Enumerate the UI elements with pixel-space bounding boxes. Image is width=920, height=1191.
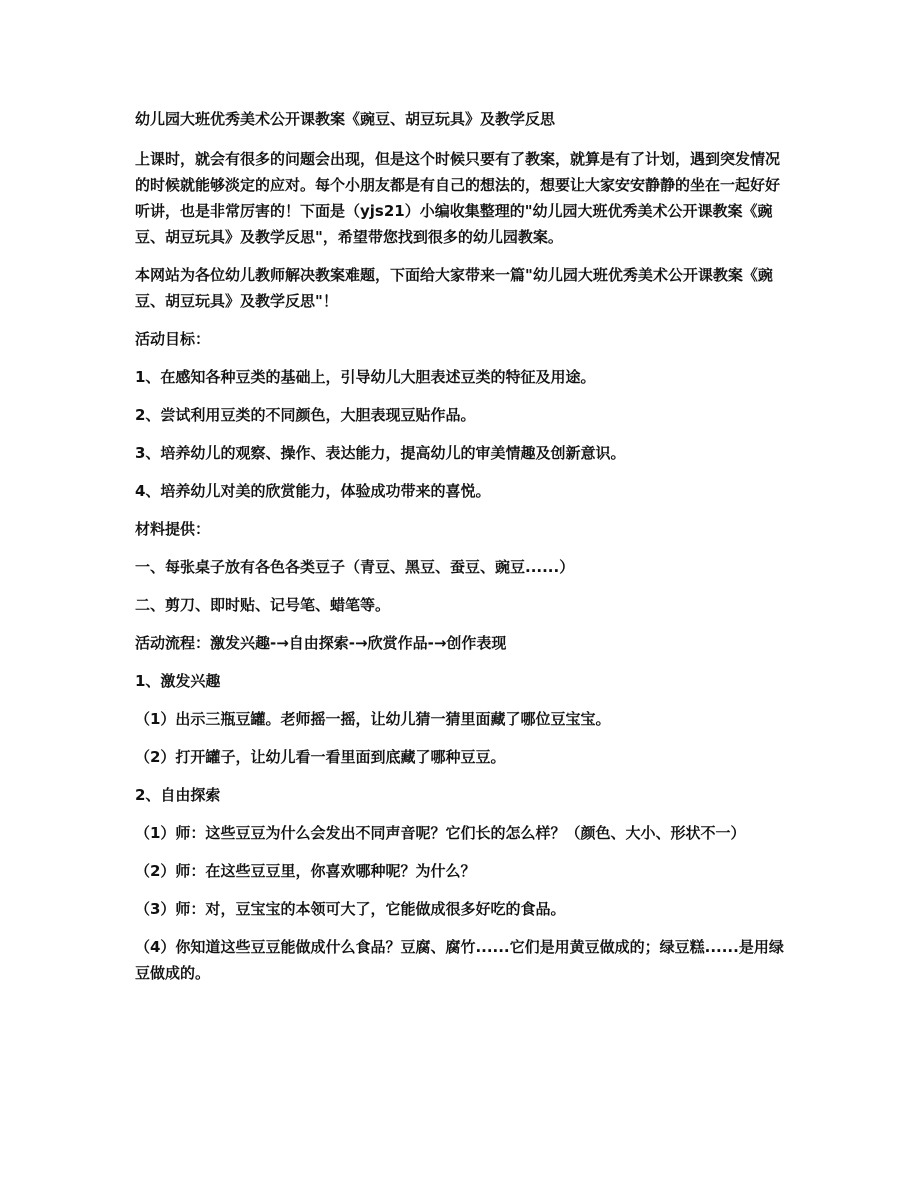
goal-item: 2、尝试利用豆类的不同颜色，大胆表现豆贴作品。: [135, 406, 476, 424]
goal-item: 1、在感知各种豆类的基础上，引导幼儿大胆表述豆类的特征及用途。: [135, 368, 596, 386]
document-title: 幼儿园大班优秀美术公开课教案《豌豆、胡豆玩具》及教学反思: [135, 110, 556, 128]
step-heading: 2、自由探索: [135, 786, 221, 804]
activity-flow: 活动流程：激发兴趣-→自由探索-→欣赏作品-→创作表现: [135, 634, 507, 652]
intro-paragraph: 上课时，就会有很多的问题会出现，但是这个时候只要有了教案，就算是有了计划，遇到突发情况的时候就能够淡定的应对。每个小朋友都是有自己的想法的，想要让大家安安静静的坐在一起好好听讲，也是非常厉害的！下面是（yjs21）小编收集整理的"幼儿园大班优秀美术公开课教案《豌豆、胡豆玩具》及教学反思"，希望带您找到很多的幼儿园教案。: [135, 150, 781, 246]
section-heading-goals: 活动目标：: [135, 330, 211, 348]
goal-item: 4、培养幼儿对美的欣赏能力，体验成功带来的喜悦。: [135, 482, 491, 500]
goal-item: 3、培养幼儿的观察、操作、表达能力，提高幼儿的审美情趣及创新意识。: [135, 444, 626, 462]
intro-paragraph-2: 本网站为各位幼儿教师解决教案难题，下面给大家带来一篇"幼儿园大班优秀美术公开课教案《豌豆、胡豆玩具》及教学反思"！: [135, 266, 773, 310]
material-item: 二、剪刀、即时贴、记号笔、蜡笔等。: [135, 596, 391, 614]
section-heading-materials: 材料提供：: [135, 520, 211, 538]
material-item: 一、每张桌子放有各色各类豆子（青豆、黑豆、蚕豆、豌豆......）: [135, 558, 575, 576]
step-detail: （1）出示三瓶豆罐。老师摇一摇，让幼儿猜一猜里面藏了哪位豆宝宝。: [135, 710, 611, 728]
step-detail: （2）师：在这些豆豆里，你喜欢哪种呢？为什么？: [135, 862, 476, 880]
step-detail: （4）你知道这些豆豆能做成什么食品？豆腐、腐竹......它们是用黄豆做成的；绿豆糕......是用绿豆做成的。: [135, 938, 784, 982]
document-body: [135, 146, 785, 998]
step-heading: 1、激发兴趣: [135, 672, 221, 690]
step-detail: （2）打开罐子，让幼儿看一看里面到底藏了哪种豆豆。: [135, 748, 506, 766]
step-detail: （3）师：对，豆宝宝的本领可大了，它能做成很多好吃的食品。: [135, 900, 566, 918]
step-detail: （1）师：这些豆豆为什么会发出不同声音呢？它们长的怎么样？（颜色、大小、形状不一）: [135, 824, 746, 842]
